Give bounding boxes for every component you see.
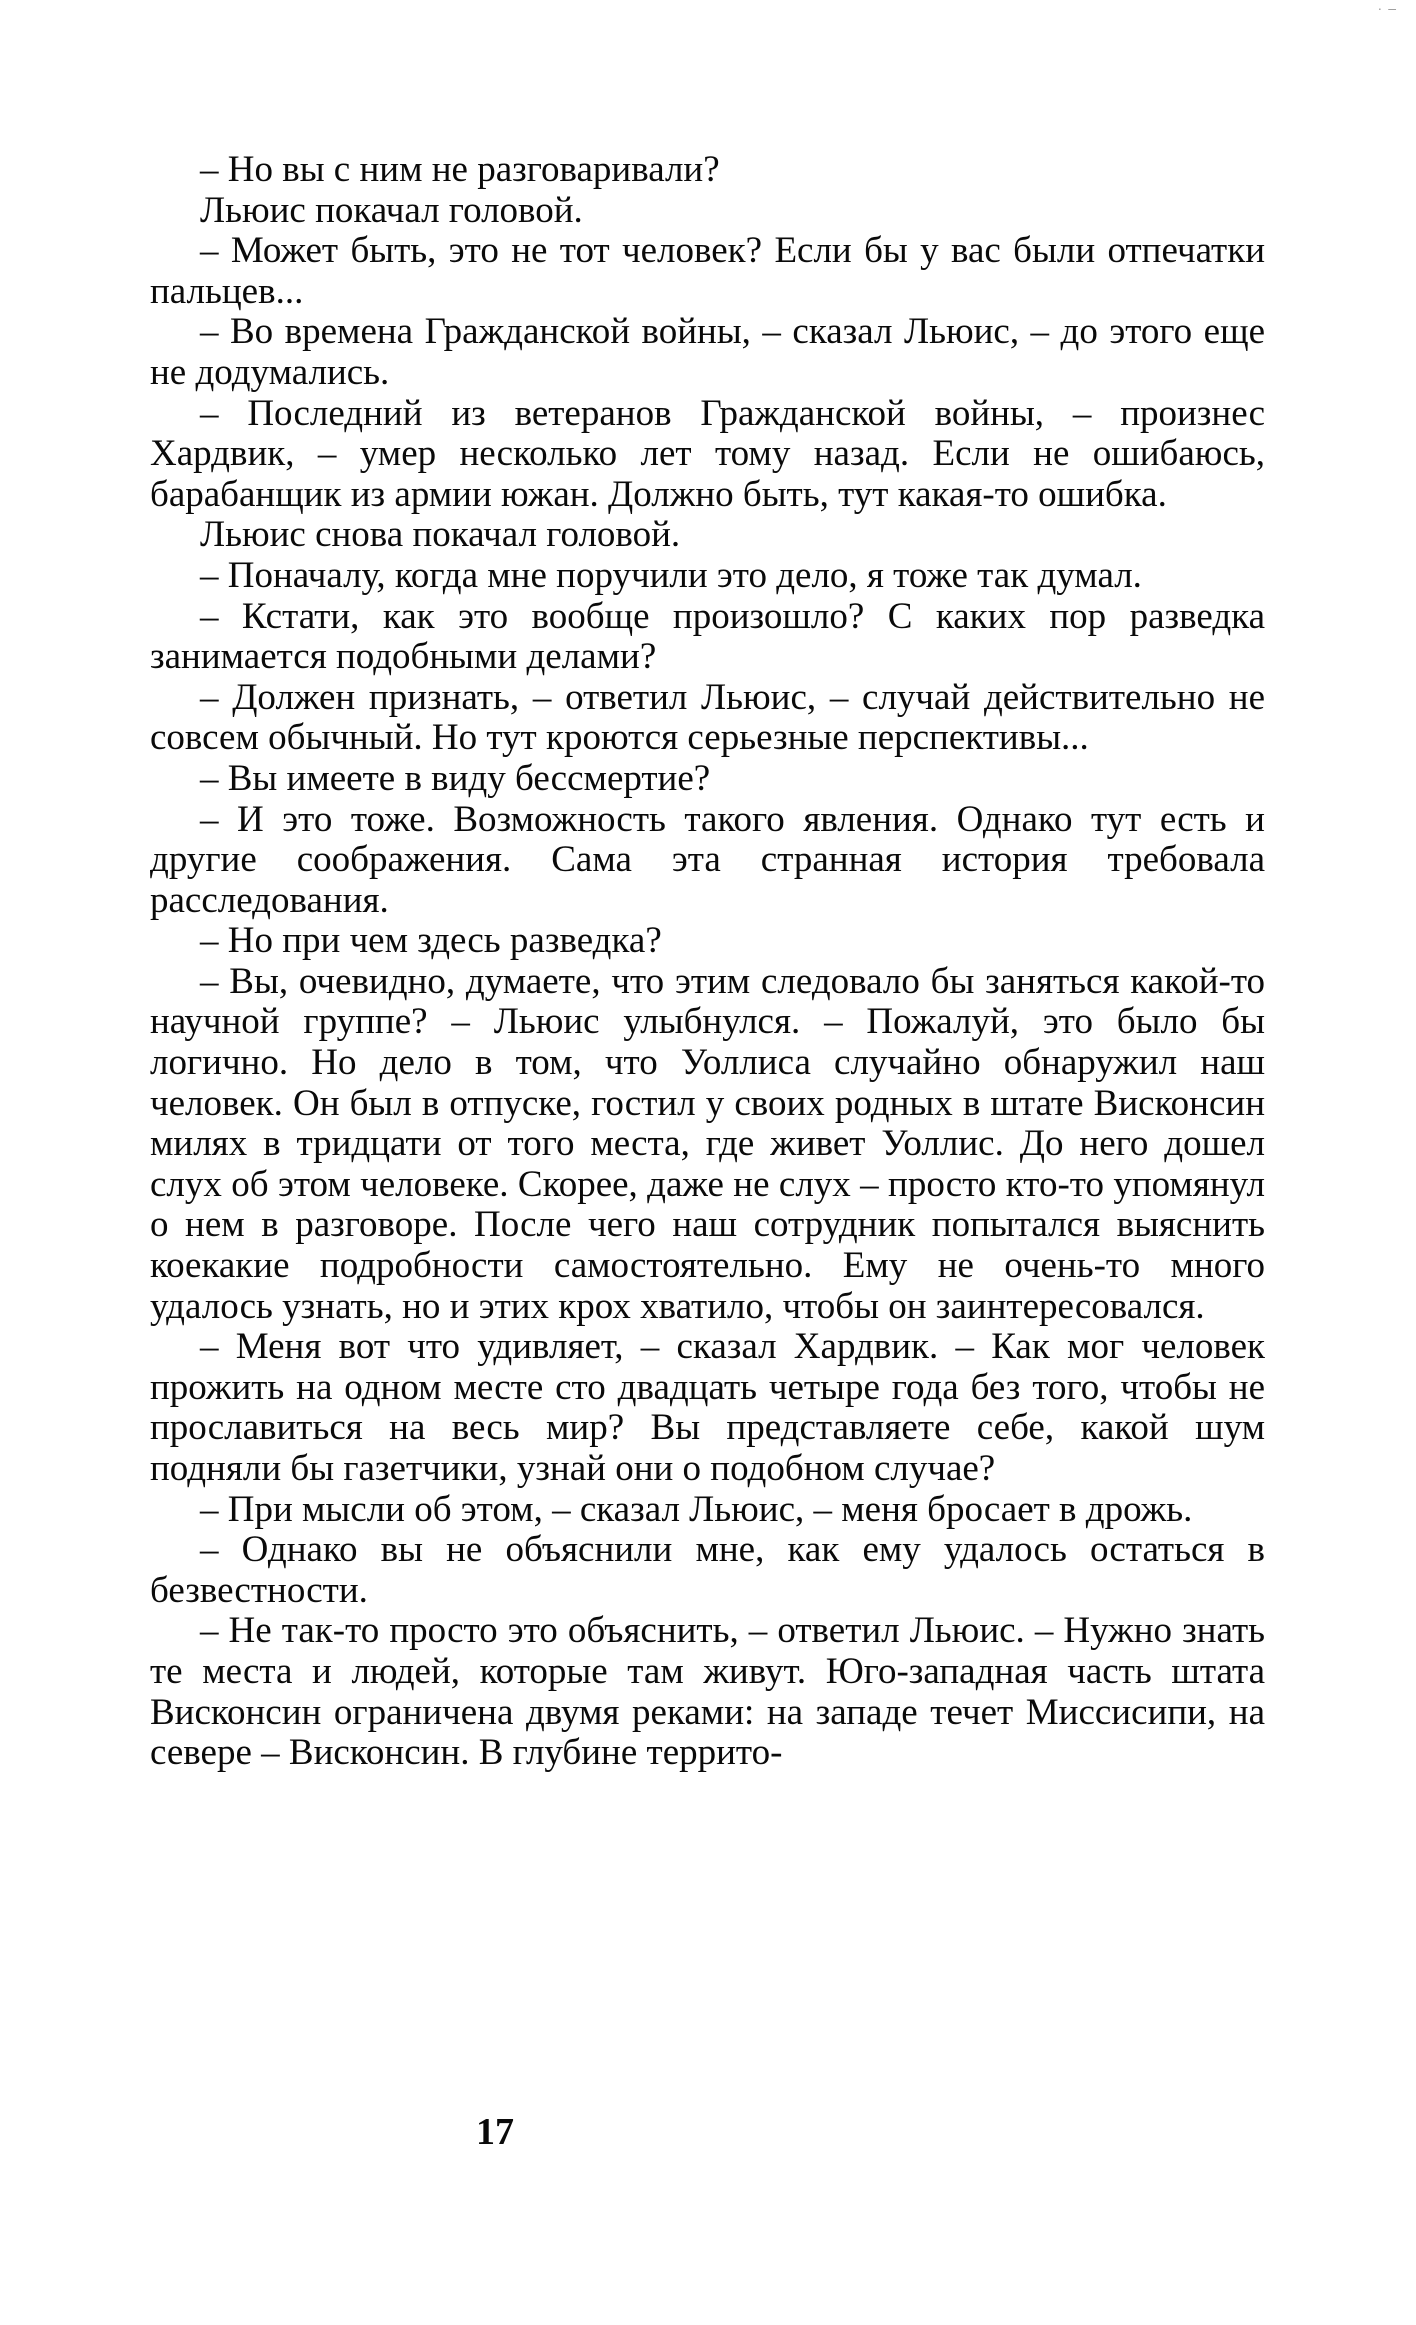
body-text: [150, 150, 1265, 1774]
scan-corner-mark: ·–: [1377, 0, 1402, 16]
paragraph: Льюис покачал головой.: [200, 189, 583, 231]
paragraph: – Кстати, как это вообще произошло? С каких пор разведка занимается подобными делами?: [150, 595, 1265, 678]
paragraph: – Вы, очевидно, думаете, что этим следовало бы заняться какой-то научной группе? – Льюис улыбнулся. – Пожалуй, это было бы логично. Но дело в том, что Уоллиса случайно обнаружил наш человек. Он был в отпуске, гостил у своих родных в штате Висконсин милях в тридцати от того места, где живет Уоллис. До него дошел слух об этом человеке. Скорее, даже не слух – просто кто-то упомянул о нем в разговоре. После чего наш сотрудник попытался выяснить коекакие подробности самостоятельно. Ему не очень-то много удалось узнать, но и этих крох хватило, чтобы он заинтересовался.: [150, 960, 1265, 1327]
paragraph: – И это тоже. Возможность такого явления. Однако тут есть и другие соображения. Сама эта странная история требовала расследования.: [150, 798, 1265, 921]
page-number: 17: [476, 2111, 514, 2153]
paragraph: – Должен признать, – ответил Льюис, – случай действительно не совсем обычный. Но тут кроются серьезные перспективы...: [150, 676, 1265, 759]
paragraph: – Поначалу, когда мне поручили это дело, я тоже так думал.: [200, 554, 1142, 596]
paragraph: – При мысли об этом, – сказал Льюис, – меня бросает в дрожь.: [200, 1488, 1193, 1530]
paragraph: – Не так-то просто это объяснить, – ответил Льюис. – Нужно знать те места и людей, которые там живут. Юго-западная часть штата Висконсин ограничена двумя реками: на западе течет Миссисипи, на севере – Висконсин. В глубине террито-: [150, 1610, 1265, 1774]
paragraph: – Вы имеете в виду бессмертие?: [200, 757, 711, 799]
paragraph: – Но вы с ним не разговаривали?: [200, 149, 720, 190]
paragraph: Льюис снова покачал головой.: [200, 514, 681, 556]
paragraph: – Может быть, это не тот человек? Если бы у вас были отпечатки пальцев...: [150, 230, 1265, 312]
paragraph: – Последний из ветеранов Гражданской войны, – произнес Хардвик, – умер несколько лет тому назад. Если не ошибаюсь, барабанщик из армии южан. Должно быть, тут какая-то ошибка.: [150, 392, 1265, 515]
paragraph: – Меня вот что удивляет, – сказал Хардвик. – Как мог человек прожить на одном месте сто двадцать четыре года без того, чтобы не прославиться на весь мир? Вы представляете себе, какой шум подняли бы газетчики, узнай они о подобном случае?: [150, 1326, 1265, 1489]
paragraph: – Но при чем здесь разведка?: [200, 920, 662, 962]
paragraph: – Во времена Гражданской войны, – сказал Льюис, – до этого еще не додумались.: [150, 311, 1265, 393]
paragraph: – Однако вы не объяснили мне, как ему удалось остаться в безвестности.: [150, 1529, 1265, 1611]
